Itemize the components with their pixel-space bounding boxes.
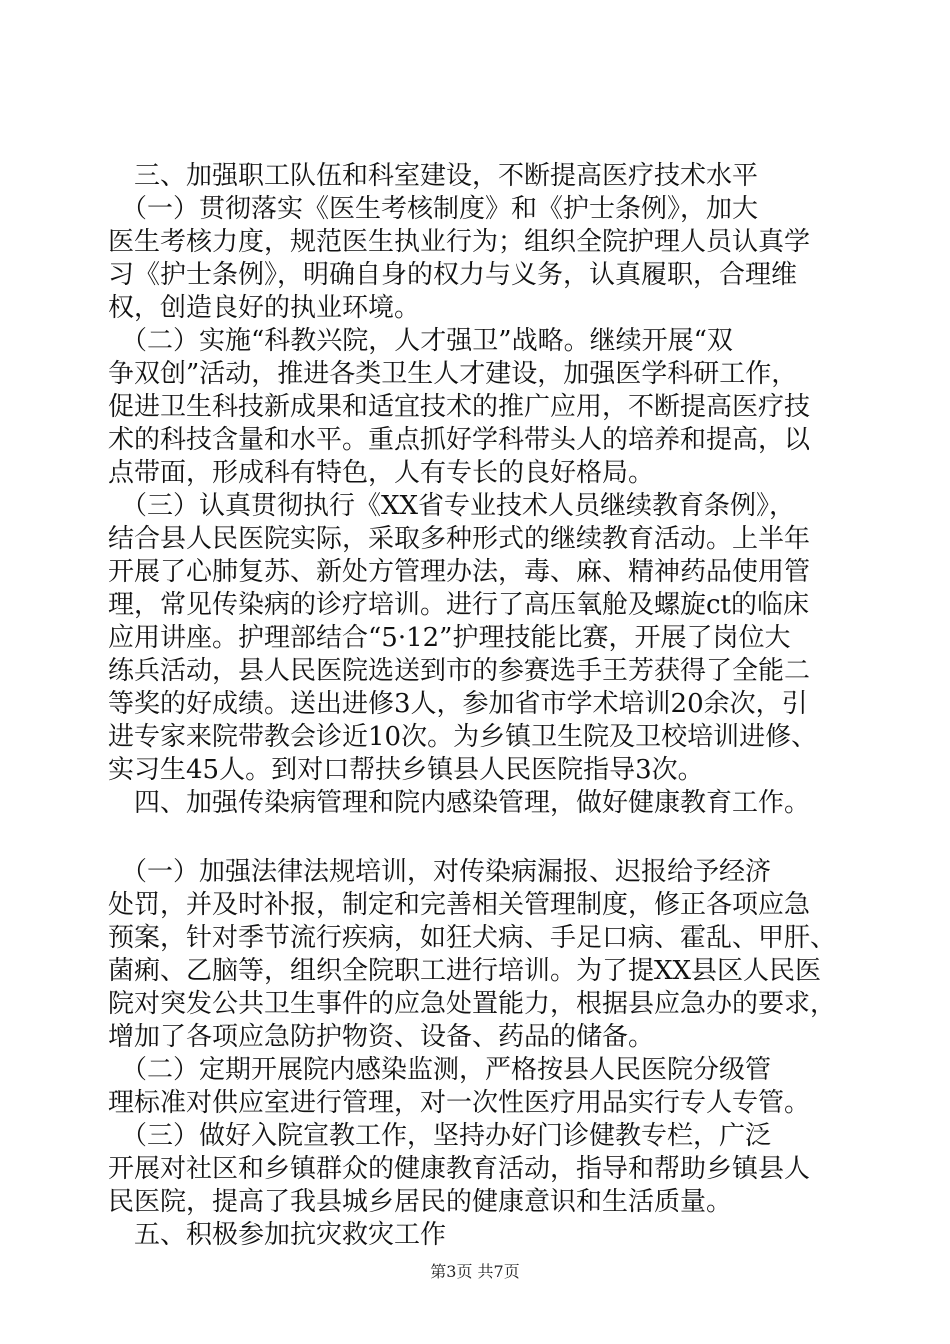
- paragraph-line: 菌痢、乙脑等，组织全院职工进行培训。为了提XX县区人民医: [108, 956, 822, 986]
- paragraph-line: 民医院，提高了我县城乡居民的健康意识和生活质量。: [108, 1187, 733, 1217]
- paragraph-line: 增加了各项应急防护物资、设备、药品的储备。: [108, 1022, 655, 1052]
- heading-section-4: 四、加强传染病管理和院内感染管理，做好健康教育工作。: [108, 788, 811, 818]
- paragraph-line: （二）实施“科教兴院，人才强卫”战略。继续开展“双: [108, 326, 733, 356]
- paragraph-line: 习《护士条例》，明确自身的权力与义务，认真履职，合理维: [108, 260, 798, 290]
- paragraph-line: 理，常见传染病的诊疗培训。进行了高压氧舱及螺旋ct的临床: [108, 590, 810, 620]
- paragraph-line: 处罚，并及时补报，制定和完善相关管理制度，修正各项应急: [108, 890, 811, 920]
- paragraph-line: （二）定期开展院内感染监测，严格按县人民医院分级管: [108, 1055, 772, 1085]
- paragraph-line: 点带面，形成科有特色，人有专长的良好格局。: [108, 458, 655, 488]
- page-number-footer: 第3页 共7页: [430, 1262, 520, 1281]
- paragraph-line: 医生考核力度，规范医生执业行为；组织全院护理人员认真学: [108, 227, 811, 257]
- heading-section-5: 五、积极参加抗灾救灾工作: [108, 1220, 447, 1250]
- paragraph-line: 促进卫生科技新成果和适宜技术的推广应用，不断提高医疗技: [108, 392, 811, 422]
- paragraph-line: 理标准对供应室进行管理，对一次性医疗用品实行专人专管。: [108, 1088, 811, 1118]
- paragraph-line: 等奖的好成绩。送出进修3人，参加省市学术培训20余次，引: [108, 689, 808, 719]
- paragraph-line: 术的科技含量和水平。重点抓好学科带头人的培养和提高，以: [108, 425, 811, 455]
- paragraph-line: 进专家来院带教会诊近10次。为乡镇卫生院及卫校培训进修、: [108, 722, 818, 752]
- paragraph-line: （一）加强法律法规培训，对传染病漏报、迟报给予经济: [108, 857, 772, 887]
- paragraph-line: 应用讲座。护理部结合“5·12”护理技能比赛，开展了岗位大: [108, 623, 791, 653]
- paragraph-line: 权，创造良好的执业环境。: [108, 293, 421, 323]
- paragraph-line: 结合县人民医院实际，采取多种形式的继续教育活动。上半年: [108, 524, 811, 554]
- paragraph-line: 预案，针对季节流行疾病，如狂犬病、手足口病、霍乱、甲肝、: [108, 923, 837, 953]
- paragraph-line: 练兵活动，县人民医院选送到市的参赛选手王芳获得了全能二: [108, 656, 811, 686]
- paragraph-line: 实习生45人。到对口帮扶乡镇县人民医院指导3次。: [108, 755, 704, 785]
- paragraph-line: 院对突发公共卫生事件的应急处置能力，根据县应急办的要求，: [108, 989, 837, 1019]
- paragraph-line: 开展了心肺复苏、新处方管理办法，毒、麻、精神药品使用管: [108, 557, 811, 587]
- paragraph-line: （三）认真贯彻执行《XX省专业技术人员继续教育条例》，: [108, 491, 796, 521]
- paragraph-line: 争双创”活动，推进各类卫生人才建设，加强医学科研工作，: [108, 359, 798, 389]
- paragraph-line: 开展对社区和乡镇群众的健康教育活动，指导和帮助乡镇县人: [108, 1154, 811, 1184]
- paragraph-line: （三）做好入院宣教工作，坚持办好门诊健教专栏，广泛: [108, 1121, 772, 1151]
- heading-section-3: 三、加强职工队伍和科室建设，不断提高医疗技术水平: [108, 161, 759, 191]
- paragraph-line: （一）贯彻落实《医生考核制度》和《护士条例》，加大: [108, 194, 759, 224]
